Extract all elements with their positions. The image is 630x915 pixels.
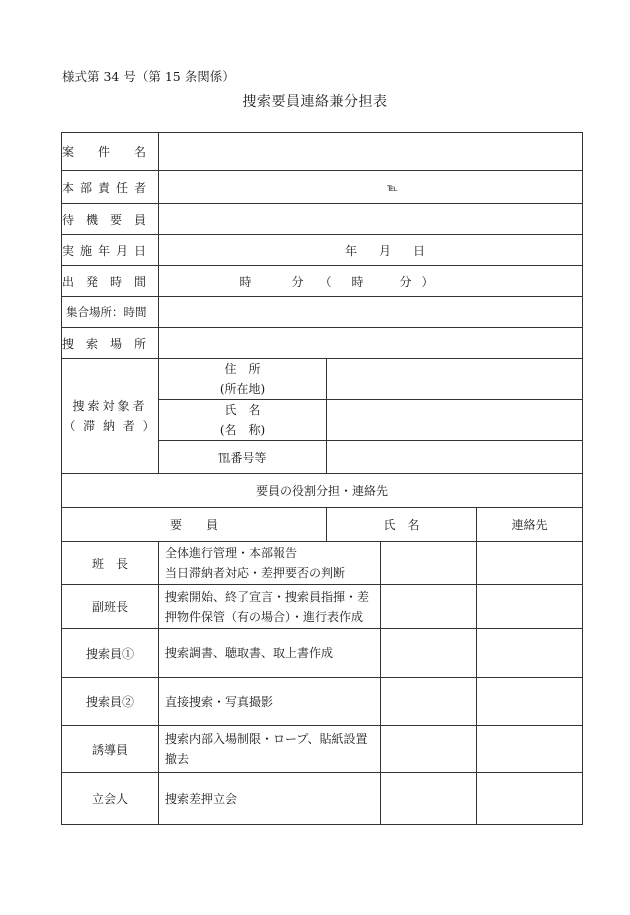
dep-hour2: 時 xyxy=(351,275,364,289)
duty-line: 捜索内部入場制限・ロープ、貼紙設置 xyxy=(165,732,368,746)
address-sub-text: (所在地) xyxy=(219,382,266,396)
table-row xyxy=(62,629,583,678)
label-case-name: 案 件 名 xyxy=(62,133,159,171)
header-staff: 要 員 xyxy=(62,508,327,542)
dep-hour: 時 xyxy=(239,275,252,289)
table-row xyxy=(62,678,583,726)
role-duty: 捜索調書、聴取書、取上書作成 xyxy=(159,629,381,678)
header-name: 氏 名 xyxy=(327,508,477,542)
address-text: 住 所 xyxy=(224,362,261,376)
label-date: 実 施 年 月 日 xyxy=(62,235,159,266)
row-departure xyxy=(62,266,583,297)
table-row xyxy=(62,726,583,773)
field-staff-contact[interactable] xyxy=(477,678,583,726)
form-number: 様式第 34 号（第 15 条関係） xyxy=(62,69,235,84)
field-staff-name[interactable] xyxy=(381,726,477,773)
field-staff-name[interactable] xyxy=(381,629,477,678)
search-staff-table xyxy=(61,132,583,825)
duty-line: 当日滞納者対応・差押要否の判断 xyxy=(165,566,346,580)
field-departure[interactable] xyxy=(159,266,583,297)
row-column-headers xyxy=(62,508,583,542)
dep-close: ） xyxy=(421,275,434,289)
header-contact: 連絡先 xyxy=(477,508,583,542)
document-title: 捜索要員連絡兼分担表 xyxy=(242,94,388,110)
role-duty xyxy=(159,585,381,629)
field-hq-officer[interactable] xyxy=(159,171,583,204)
field-staff-name[interactable] xyxy=(381,585,477,629)
field-staff-contact[interactable] xyxy=(477,773,583,825)
row-standby xyxy=(62,204,583,235)
target-label-line1: 捜索対象者 xyxy=(72,399,148,413)
field-case-name[interactable] xyxy=(159,133,583,171)
role-name: 班 長 xyxy=(62,542,159,585)
table-row xyxy=(62,542,583,585)
row-target-address xyxy=(62,359,583,400)
label-target xyxy=(62,359,159,474)
field-date[interactable] xyxy=(159,235,583,266)
field-address[interactable] xyxy=(327,359,583,400)
field-search-place[interactable] xyxy=(159,328,583,359)
field-assembly[interactable] xyxy=(159,297,583,328)
role-duty xyxy=(159,542,381,585)
role-name: 副班長 xyxy=(62,585,159,629)
field-staff-contact[interactable] xyxy=(477,542,583,585)
row-date xyxy=(62,235,583,266)
row-assembly xyxy=(62,297,583,328)
duty-line: 押物件保管（有の場合）・進行表作成 xyxy=(165,609,364,624)
date-month: 月 xyxy=(379,243,392,258)
dep-min2: 分 xyxy=(399,275,412,289)
label-standby: 待 機 要 員 xyxy=(62,204,159,235)
duty-line: 全体進行管理・本部報告 xyxy=(165,546,298,560)
label-name xyxy=(159,400,327,441)
dep-min: 分 xyxy=(291,275,304,289)
label-hq-officer: 本 部 責 任 者 xyxy=(62,171,159,204)
label-tel: ℡番号等 xyxy=(159,441,327,474)
date-day: 日 xyxy=(413,243,426,258)
table-row xyxy=(62,585,583,629)
row-section-title xyxy=(62,474,583,508)
role-name: 捜索員② xyxy=(62,678,159,726)
field-staff-contact[interactable] xyxy=(477,629,583,678)
row-case-name xyxy=(62,133,583,171)
role-duty: 捜索差押立会 xyxy=(159,773,381,825)
duty-line: 捜索開始、終了宣言・捜索員指揮・差 xyxy=(165,589,370,604)
field-staff-name[interactable] xyxy=(381,773,477,825)
role-name: 誘導員 xyxy=(62,726,159,773)
section-title: 要員の役割分担・連絡先 xyxy=(62,474,583,508)
tel-abbr: ℡ xyxy=(387,183,398,194)
table-row xyxy=(62,773,583,825)
label-departure: 出 発 時 間 xyxy=(62,266,159,297)
role-name: 捜索員① xyxy=(62,629,159,678)
role-duty: 直接捜索・写真撮影 xyxy=(159,678,381,726)
role-duty xyxy=(159,726,381,773)
dep-open: （ xyxy=(319,275,332,289)
field-staff-name[interactable] xyxy=(381,678,477,726)
field-staff-name[interactable] xyxy=(381,542,477,585)
field-name[interactable] xyxy=(327,400,583,441)
target-label-line2: （ 滞 納 者 ） xyxy=(63,419,157,433)
label-address xyxy=(159,359,327,400)
name-sub-text: (名 称) xyxy=(219,423,266,437)
label-assembly: 集合場所：時間 xyxy=(62,297,159,328)
field-staff-contact[interactable] xyxy=(477,585,583,629)
label-search-place: 捜 索 場 所 xyxy=(62,328,159,359)
name-text: 氏 名 xyxy=(224,403,261,417)
role-name: 立会人 xyxy=(62,773,159,825)
row-search-place xyxy=(62,328,583,359)
field-standby[interactable] xyxy=(159,204,583,235)
duty-line: 撤去 xyxy=(165,752,190,766)
field-staff-contact[interactable] xyxy=(477,726,583,773)
date-year: 年 xyxy=(345,243,358,258)
row-hq-officer xyxy=(62,171,583,204)
field-tel[interactable] xyxy=(327,441,583,474)
